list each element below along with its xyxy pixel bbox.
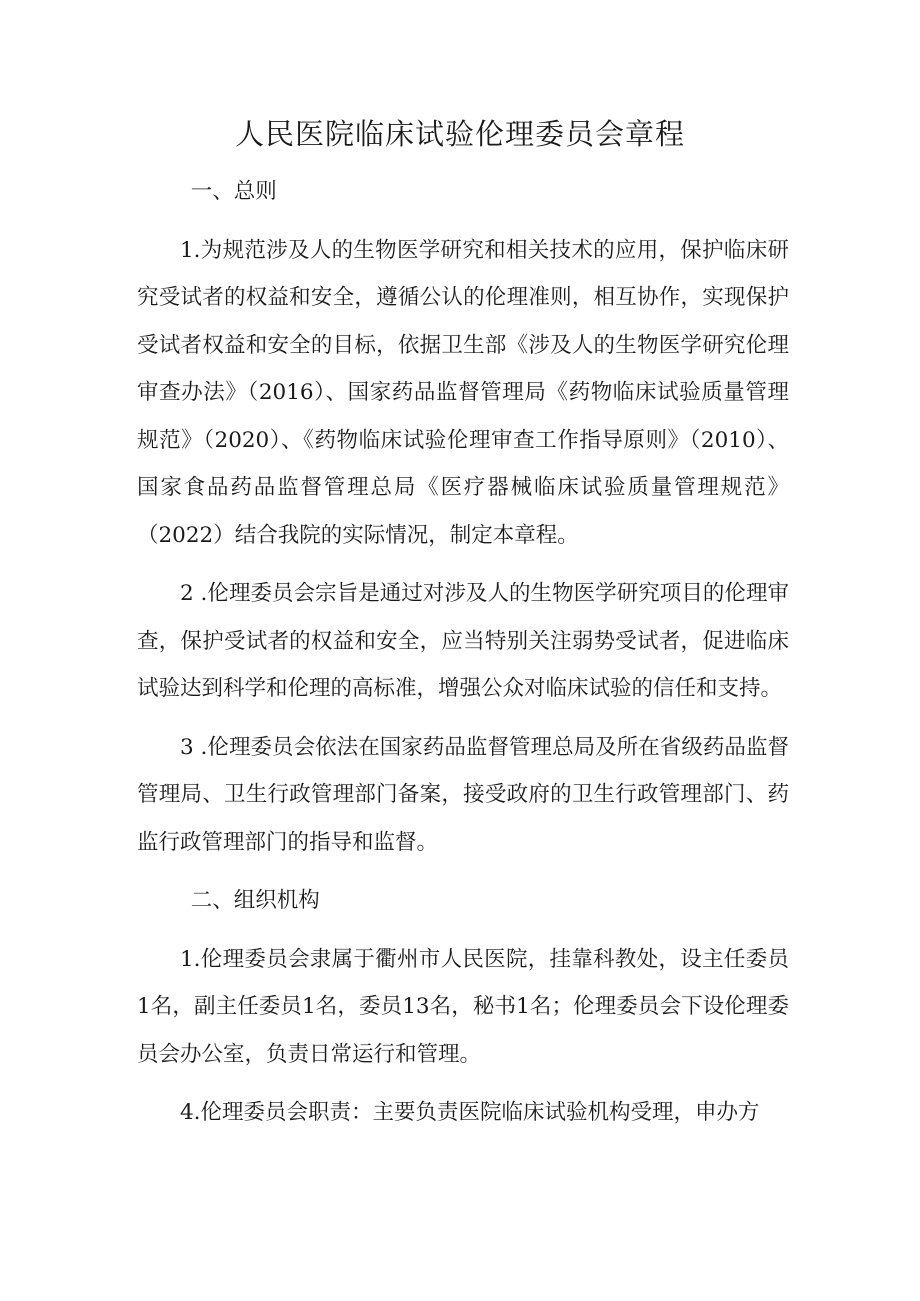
document-title: 人民医院临床试验伦理委员会章程: [234, 117, 685, 151]
paragraph-organization-4: 4.伦理委员会职责：主要负责医院临床试验机构受理，申办方: [180, 1100, 760, 1125]
section-heading-general: 一、总则: [190, 179, 277, 204]
paragraph-general-3: 3 .伦理委员会依法在国家药品监督管理总局及所在省级药品监督管理局、卫生行政管理部门备案，接受政府的卫生行政管理部门、药监行政管理部门的指导和监督。: [137, 734, 789, 855]
paragraph-general-1: 1.为规范涉及人的生物医学研究和相关技术的应用，保护临床研究受试者的权益和安全，遵循公认的伦理准则，相互协作，实现保护受试者权益和安全的目标，依据卫生部《涉及人的生物医学研究伦理审查办法》（2016）、国家药品监督管理局《药物临床试验质量管理规范》（2020）、《药物临床试验伦理审查工作指导原则》（2010）、国家食品药品监督管理总局《医疗器械临床试验质量管理规范》（2022）结合我院的实际情况，制定本章程。: [137, 237, 789, 548]
document-body: [137, 168, 789, 1137]
paragraph-general-2: 2 .伦理委员会宗旨是通过对涉及人的生物医学研究项目的伦理审查，保护受试者的权益和安全，应当特别关注弱势受试者，促进临床试验达到科学和伦理的高标准，增强公众对临床试验的信任和支持。: [137, 581, 789, 701]
paragraph-organization-1: 1.伦理委员会隶属于衢州市人民医院，挂靠科教处，设主任委员1名，副主任委员1名，委员13名，秘书1名；伦理委员会下设伦理委员会办公室，负责日常运行和管理。: [137, 946, 789, 1067]
section-heading-organization: 二、组织机构: [190, 888, 320, 913]
